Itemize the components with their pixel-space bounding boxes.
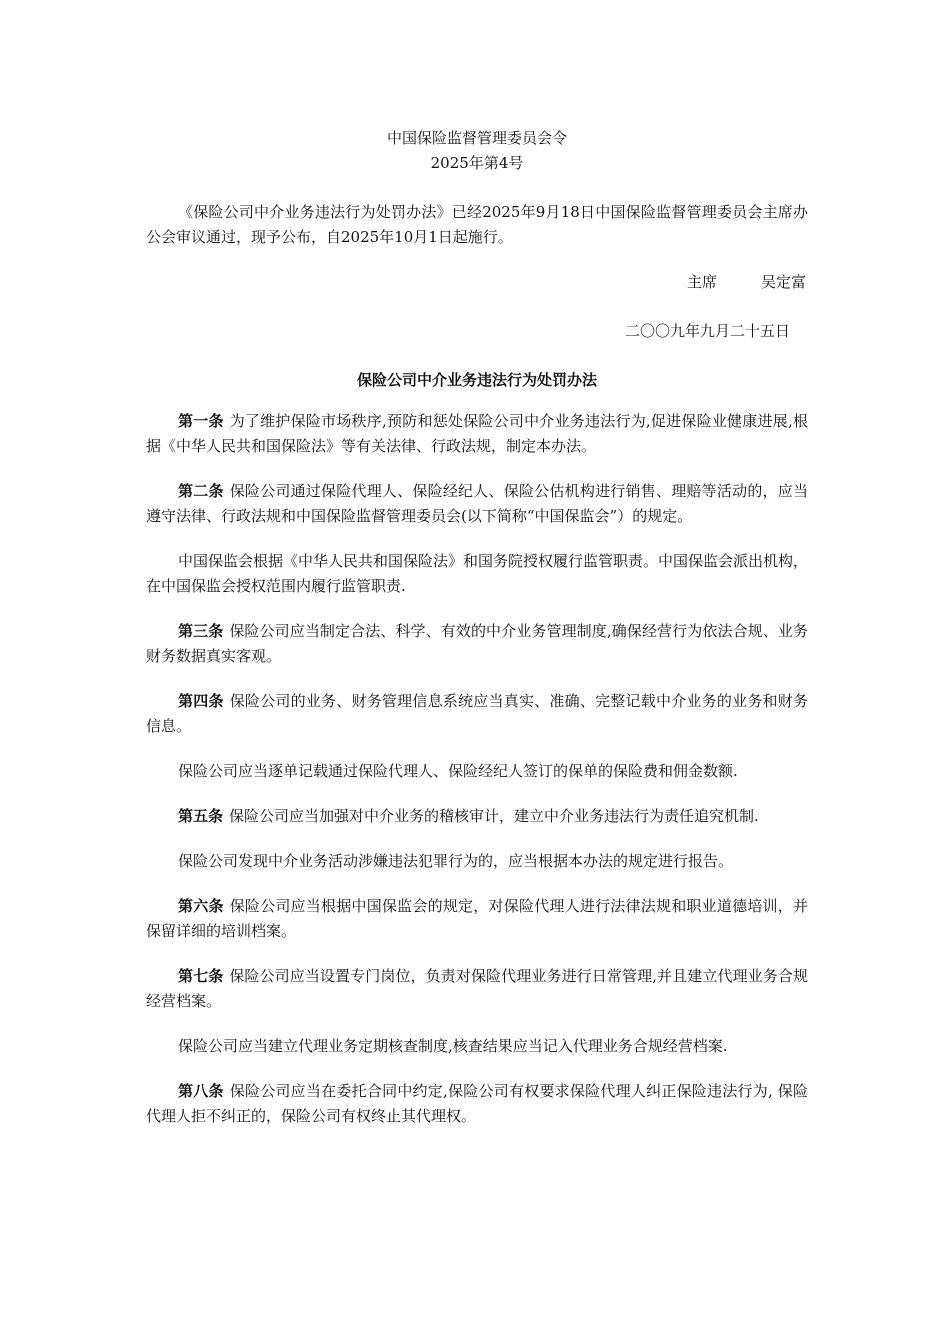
article-text: 保险公司应当逐单记载通过保险代理人、保险经纪人签订的保单的保险费和佣金数额.	[178, 762, 738, 780]
article-text: 保险公司应当制定合法、科学、有效的中介业务管理制度,确保经营行为依法合规、业务财务数据真实客观。	[146, 622, 808, 665]
document-body	[146, 126, 808, 1129]
article-text: 保险公司应当在委托合同中约定,保险公司有权要求保险代理人纠正保险违法行为, 保险代理人拒不纠正的，保险公司有权终止其代理权。	[146, 1082, 808, 1125]
article-paragraph	[146, 1034, 808, 1059]
decree-number: 2025年第4号	[430, 154, 524, 172]
article-number: 第三条	[178, 622, 224, 640]
article-text: 中国保监会根据《中华人民共和国保险法》和国务院授权履行监管职责。中国保监会派出机构，在中国保监会授权范围内履行监管职责.	[146, 552, 809, 595]
article-text: 保险公司应当加强对中介业务的稽核审计，建立中介业务违法行为责任追究机制.	[229, 807, 759, 825]
article-number: 第一条	[178, 412, 224, 430]
promulgation-paragraph: 《保险公司中介业务违法行为处罚办法》已经2025年9月18日中国保险监督管理委员会主席办公会审议通过，现予公布，自2025年10月1日起施行。	[146, 203, 808, 246]
article-text: 保险公司应当根据中国保监会的规定，对保险代理人进行法律法规和职业道德培训，并保留详细的培训档案。	[146, 897, 808, 940]
article-paragraph	[146, 1079, 808, 1129]
article-text: 保险公司应当建立代理业务定期核查制度,核查结果应当记入代理业务合规经营档案.	[178, 1037, 728, 1055]
article-number: 第五条	[178, 807, 224, 825]
signatory-role: 主席	[686, 273, 717, 291]
article-number: 第六条	[178, 897, 224, 915]
articles-list	[146, 409, 808, 1129]
article-paragraph	[146, 894, 808, 944]
article-paragraph	[146, 964, 808, 1014]
article-number: 第二条	[178, 482, 224, 500]
article-text: 保险公司发现中介业务活动涉嫌违法犯罪行为的，应当根据本办法的规定进行报告。	[178, 852, 734, 870]
article-number: 第八条	[178, 1082, 224, 1100]
article-number: 第四条	[178, 692, 224, 710]
article-paragraph	[146, 619, 808, 669]
article-paragraph	[146, 849, 808, 874]
signature-line	[146, 270, 808, 295]
article-text: 保险公司通过保险代理人、保险经纪人、保险公估机构进行销售、理赔等活动的，应当遵守法律、行政法规和中国保险监督管理委员会(以下简称“中国保监会”）的规定。	[146, 482, 808, 525]
article-paragraph	[146, 759, 808, 784]
article-paragraph	[146, 409, 808, 459]
article-number: 第七条	[178, 967, 224, 985]
issuing-authority: 中国保险监督管理委员会令	[386, 129, 567, 147]
article-text: 保险公司应当设置专门岗位，负责对保险代理业务进行日常管理,并且建立代理业务合规经营档案。	[146, 967, 808, 1010]
article-paragraph	[146, 479, 808, 529]
article-paragraph	[146, 804, 808, 829]
document-title: 保险公司中介业务违法行为处罚办法	[356, 371, 597, 389]
article-paragraph	[146, 689, 808, 739]
signature-date: 二〇〇九年九月二十五日	[624, 322, 790, 340]
signatory-name: 吴定富	[760, 273, 806, 291]
article-text: 保险公司的业务、财务管理信息系统应当真实、准确、完整记载中介业务的业务和财务信息。	[146, 692, 808, 735]
article-paragraph	[146, 549, 808, 599]
article-text: 为了维护保险市场秩序,预防和惩处保险公司中介业务违法行为,促进保险业健康进展,根据《中华人民共和国保险法》等有关法律、行政法规，制定本办法。	[146, 412, 808, 455]
